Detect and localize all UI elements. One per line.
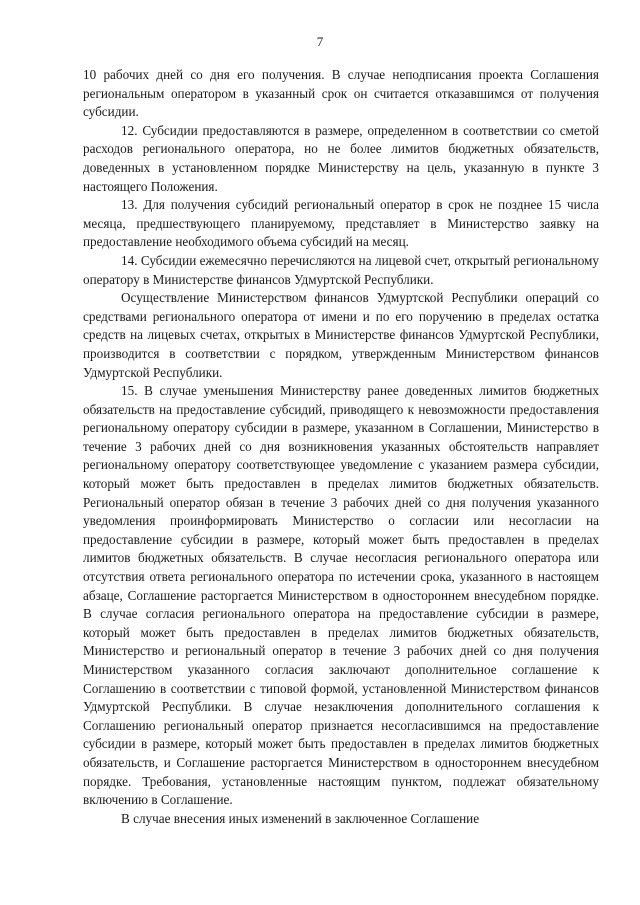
paragraph-clause-14: 14. Субсидии ежемесячно перечисляются на лицевой счет, открытый региональному оператору в Министерстве финансов Удмуртской Республики.	[83, 252, 599, 287]
paragraph-clause-13: 13. Для получения субсидий региональный оператор в срок не позднее 15 числа месяца, предшествующего планируемому, представляет в Министерство заявку на предоставление необходимого объема субсидий на месяц.	[83, 197, 599, 250]
document-body	[83, 66, 599, 828]
paragraph-clause-12: 12. Субсидии предоставляются в размере, определенном в соответствии со сметой расходов регионального оператора, но не более лимитов бюджетных обязательств, доведенных в установленном порядке Министерству на цель, указанную в пункте 3 настоящего Положения.	[83, 122, 599, 194]
paragraph-clause-14-operations: Осуществление Министерством финансов Удмуртской Республики операций со средствами регионального оператора от имени и по его поручению в пределах остатка средств на лицевых счетах, открытых в Министерстве финансов Удмуртской Республики, производится в соответствии с порядком, утвержденным Министерством финансов Удмуртской Республики.	[83, 290, 599, 380]
paragraph-continuation: 10 рабочих дней со дня его получения. В случае неподписания проекта Соглашения региональным оператором в указанный срок он считается отказавшимся от получения субсидии.	[83, 67, 599, 120]
page-number: 7	[316, 34, 324, 49]
paragraph-clause-15: 15. В случае уменьшения Министерству ранее доведенных лимитов бюджетных обязательств на предоставление субсидий, приводящего к невозможности предоставления региональному оператору субсидии в размере, указанном в Соглашении, Министерство в течение 3 рабочих дней со дня возникновения указанных обстоятельств направляет региональному оператору соответствующее уведомление с указанием размера субсидии, который может быть предоставлен в пределах лимитов бюджетных обязательств. Региональный оператор обязан в течение 3 рабочих дней со дня получения указанного уведомления проинформировать Министерство о согласии или несогласии на предоставление субсидии в размере, который может быть предоставлен в пределах лимитов бюджетных обязательств. В случае несогласия регионального оператора или отсутствия ответа регионального оператора по истечении срока, указанного в настоящем абзаце, Соглашение расторгается Министерством в одностороннем внесудебном порядке. В случае согласия регионального оператора на предоставление субсидии в размере, который может быть предоставлен в пределах лимитов бюджетных обязательств, Министерство и региональный оператор в течение 3 рабочих дней со дня получения Министерством указанного согласия заключают дополнительное соглашение к Соглашению в соответствии с типовой формой, установленной Министерством финансов Удмуртской Республики. В случае незаключения дополнительного соглашения к Соглашению региональный оператор признается несогласившимся на предоставление субсидии в размере, который может быть предоставлен в пределах лимитов бюджетных обязательств, и Соглашение расторгается Министерством в одностороннем внесудебном порядке. Требования, установленные настоящим пунктом, подлежат обязательному включению в Соглашение.	[83, 383, 599, 808]
paragraph-other-changes: В случае внесения иных изменений в заключенное Соглашение	[121, 810, 480, 826]
